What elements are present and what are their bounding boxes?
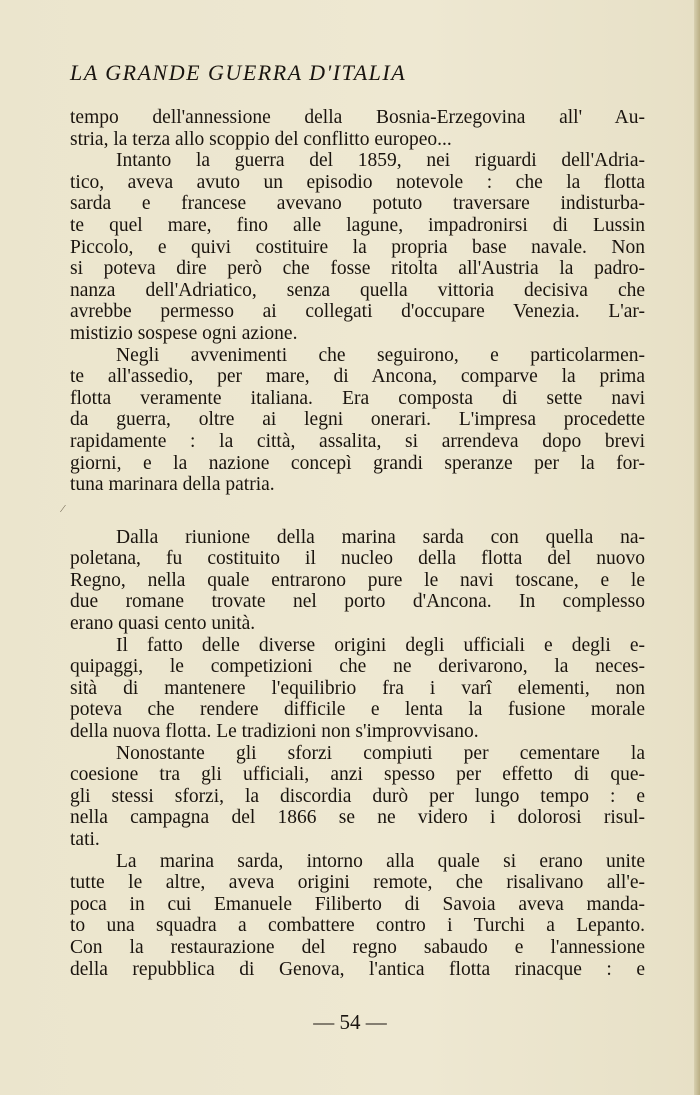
- paragraph: [70, 635, 645, 743]
- section-break: [70, 496, 645, 527]
- text-line: due romane trovate nel porto d'Ancona. In complesso: [70, 591, 645, 613]
- text-line: tutte le altre, aveva origini remote, che risalivano all'e-: [70, 872, 645, 894]
- text-line: poletana, fu costituito il nucleo della flotta del nuovo: [70, 548, 645, 570]
- text-line: to una squadra a combattere contro i Turchi a Lepanto.: [70, 915, 645, 937]
- running-head: LA GRANDE GUERRA D'ITALIA: [70, 60, 407, 85]
- text-line: poca in cui Emanuele Filiberto di Savoia aveva manda-: [70, 893, 645, 915]
- text-line: tempo dell'annessione della Bosnia-Erzegovina all' Au-: [70, 107, 645, 128]
- text-line: Piccolo, e quivi costituire la propria base navale. Non: [70, 236, 645, 258]
- paragraph: [70, 743, 645, 851]
- text-line: Il fatto delle diverse origini degli ufficiali e degli e-: [116, 634, 645, 656]
- text-line: erano quasi cento unità.: [70, 613, 256, 635]
- text-line: stria, la terza allo scoppio del conflitto europeo...: [70, 128, 452, 150]
- text-line: della nuova flotta. Le tradizioni non s'improvvisano.: [70, 721, 479, 743]
- text-line: sità di mantenere l'equilibrio fra i varî elementi, non: [70, 677, 645, 699]
- text-line: avrebbe permesso ai collegati d'occupare Venezia. L'ar-: [70, 301, 645, 323]
- text-line: nella campagna del 1866 se ne videro i dolorosi risul-: [70, 807, 645, 829]
- text-line: mistizio sospese ogni azione.: [70, 322, 298, 344]
- page-number: — 54 —: [313, 1010, 387, 1034]
- text-line: Con la restaurazione del regno sabaudo e l'annessione: [70, 936, 645, 958]
- paragraph: [70, 851, 645, 981]
- page-edge: [694, 0, 700, 1095]
- paragraph: [70, 345, 645, 496]
- text-line: Intanto la guerra del 1859, nei riguardi dell'Adria-: [116, 150, 645, 172]
- text-line: gli stessi sforzi, la discordia durò per lungo tempo : e: [70, 785, 645, 807]
- body-text: [70, 107, 645, 980]
- text-line: Regno, nella quale entrarono pure le navi toscane, e le: [70, 569, 645, 591]
- text-line: da guerra, oltre ai legni onerari. L'impresa procedette: [70, 409, 645, 431]
- text-line: te all'assedio, per mare, di Ancona, comparve la prima: [70, 366, 645, 388]
- text-line: te quel mare, fino alle lagune, impadronirsi di Lussin: [70, 214, 645, 236]
- text-line: tico, aveva avuto un episodio notevole : che la flotta: [70, 171, 645, 193]
- ink-mark: ⁄: [62, 503, 64, 515]
- text-line: tuna marinara della patria.: [70, 474, 275, 496]
- text-line: si poteva dire però che fosse ritolta all'Austria la padro-: [70, 258, 645, 280]
- text-line: giorni, e la nazione concepì grandi speranze per la for-: [70, 452, 645, 474]
- text-line: Nonostante gli sforzi compiuti per cementare la: [116, 742, 645, 764]
- text-line: nanza dell'Adriatico, senza quella vittoria decisiva che: [70, 279, 645, 301]
- text-line: Negli avvenimenti che seguirono, e particolarmen-: [116, 344, 645, 366]
- text-line: rapidamente : la città, assalita, si arrendeva dopo brevi: [70, 430, 645, 452]
- text-line: flotta veramente italiana. Era composta di sette navi: [70, 387, 645, 409]
- text-line: La marina sarda, intorno alla quale si erano unite: [116, 850, 645, 872]
- text-line: coesione tra gli ufficiali, anzi spesso per effetto di que-: [70, 764, 645, 786]
- text-line: poteva che rendere difficile e lenta la fusione morale: [70, 699, 645, 721]
- paragraph: [70, 150, 645, 344]
- paragraph: [70, 527, 645, 635]
- text-line: tati.: [70, 829, 100, 850]
- paragraph: [70, 107, 645, 150]
- text-line: sarda e francese avevano potuto traversare indisturba-: [70, 193, 645, 215]
- text-line: quipaggi, le competizioni che ne derivarono, la neces-: [70, 656, 645, 678]
- text-line: della repubblica di Genova, l'antica flotta rinacque : e: [70, 958, 645, 980]
- text-line: Dalla riunione della marina sarda con quella na-: [116, 526, 645, 548]
